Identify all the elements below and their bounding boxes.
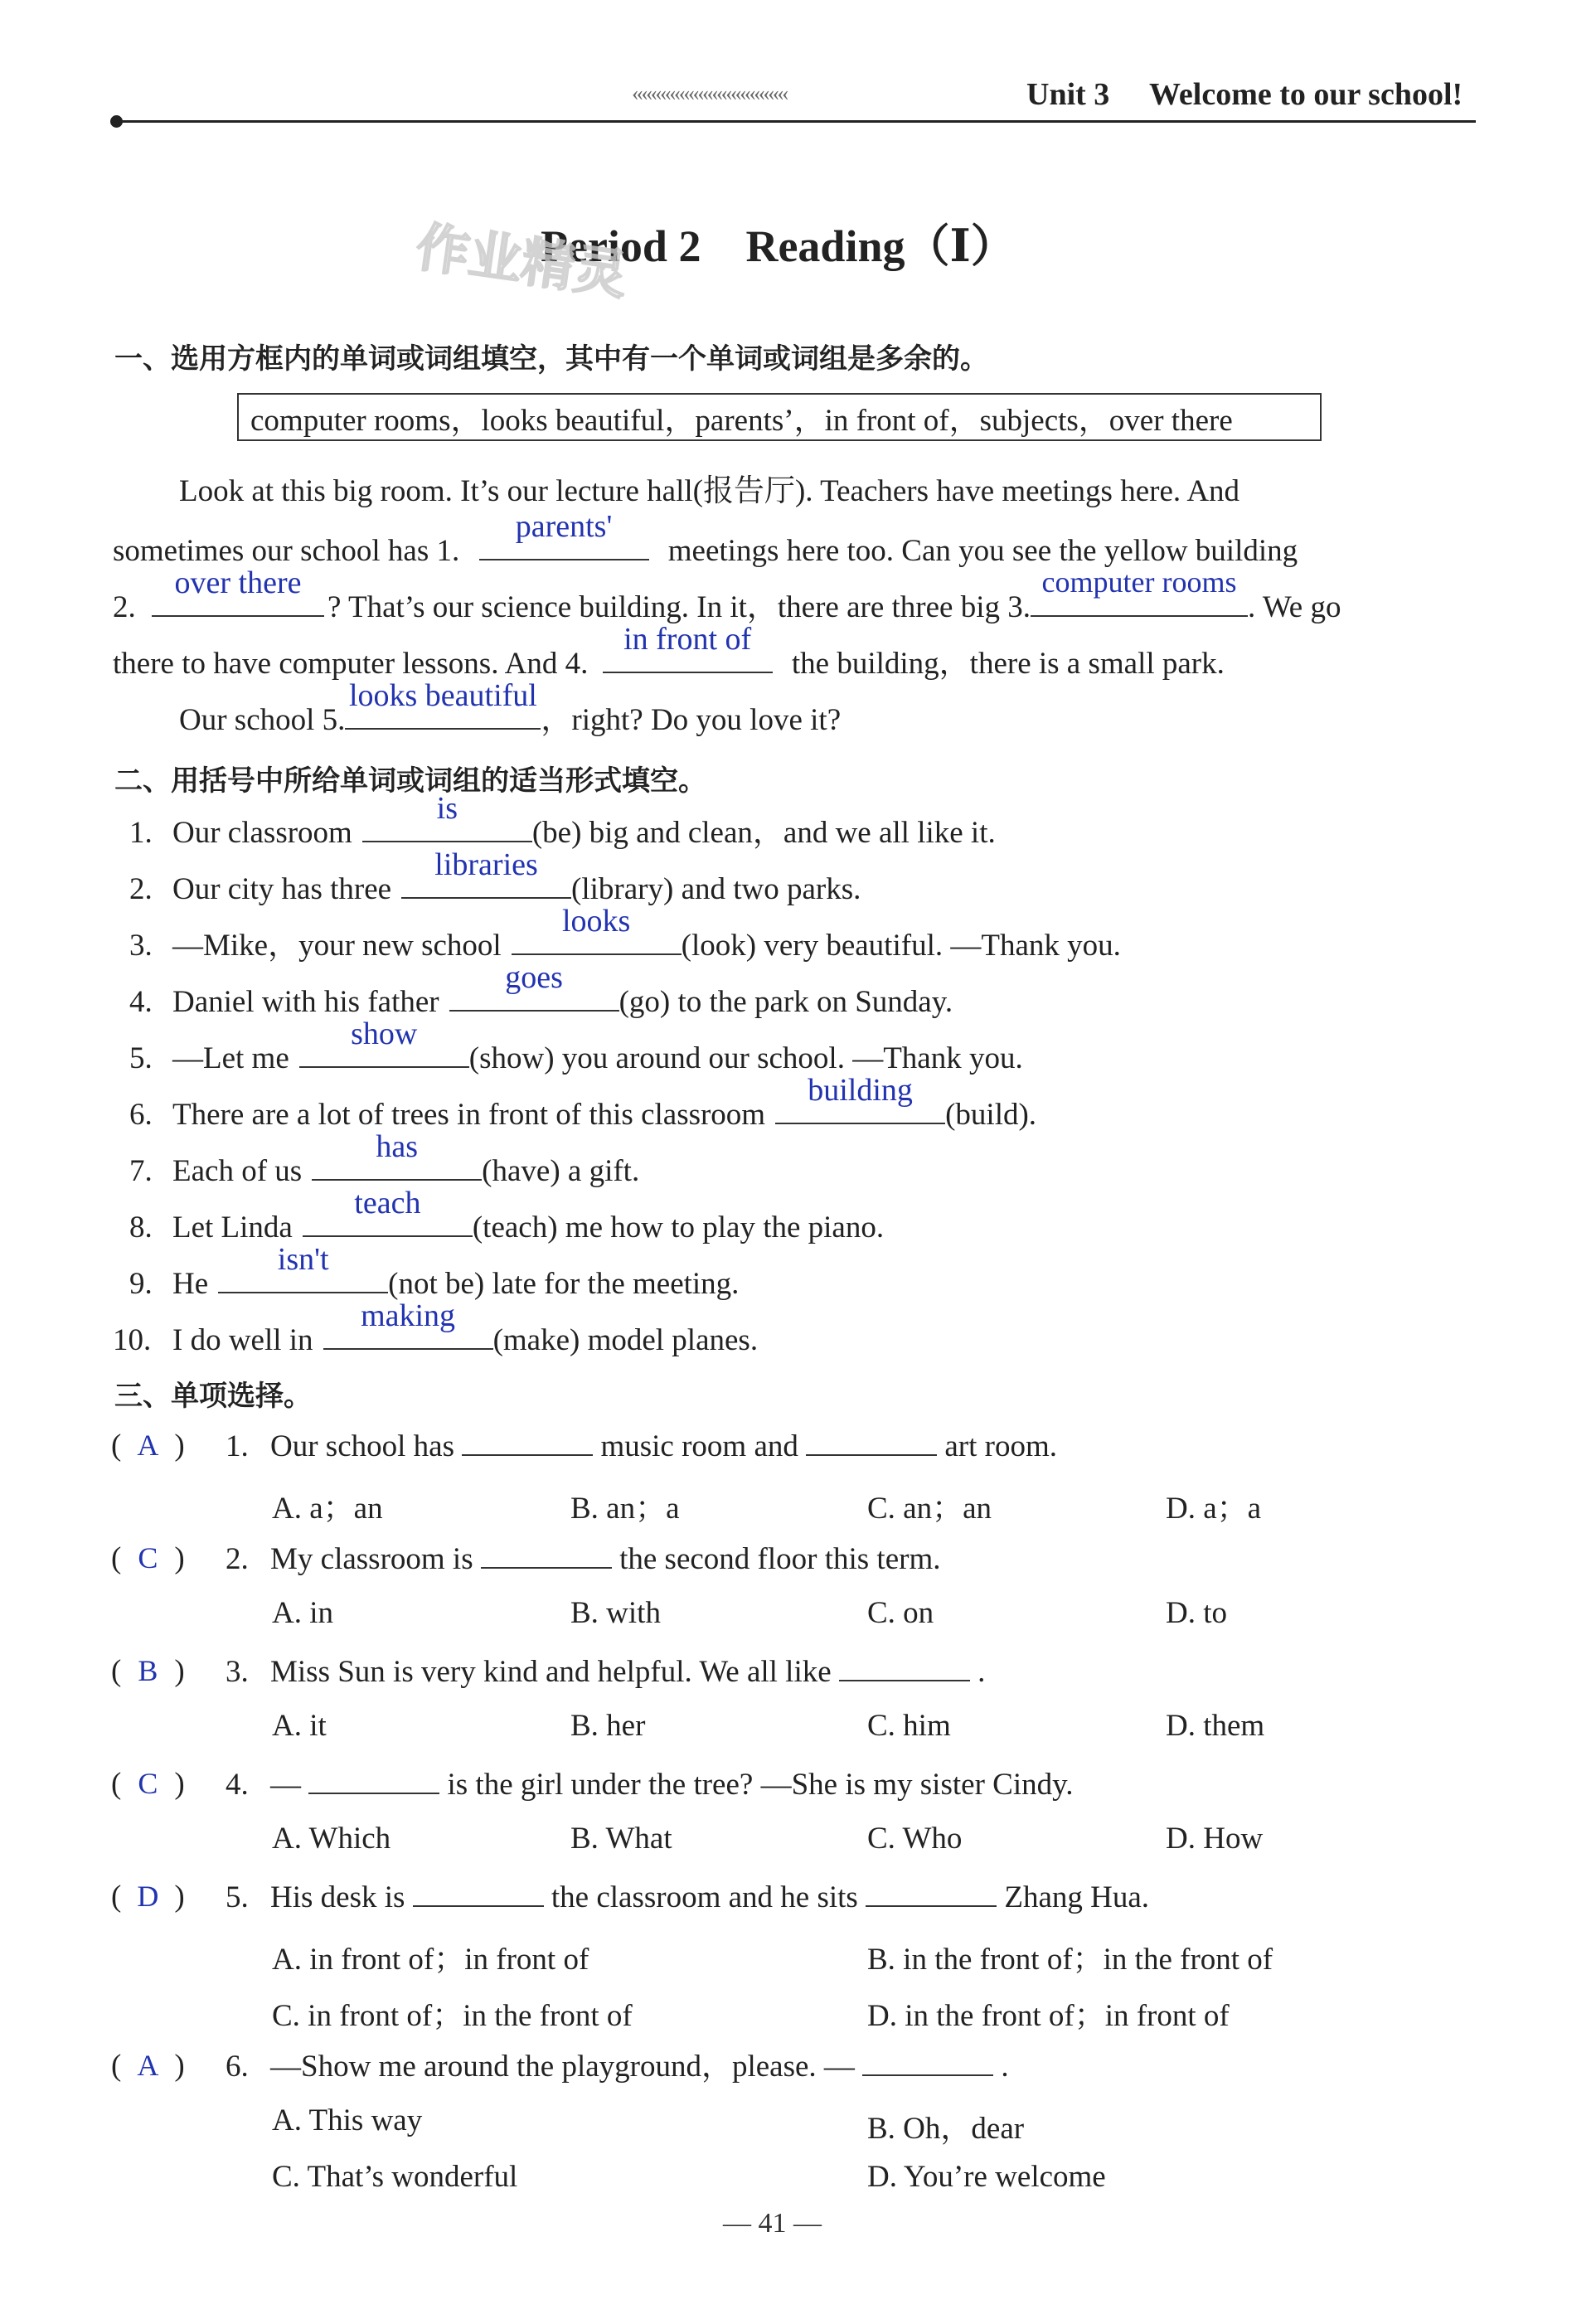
passage-text: ? That’s our science building. In it，there are three big 3. — [327, 590, 1031, 624]
passage-line-5 — [179, 678, 842, 737]
passage-text: . We go — [1247, 590, 1341, 624]
item-text: Daniel with his father — [172, 985, 439, 1019]
answer-text: libraries — [434, 847, 538, 882]
question-stem — [226, 1429, 1057, 1462]
passage-text: sometimes our school has 1. — [113, 534, 460, 568]
question-text: His desk is — [270, 1880, 405, 1914]
choice-answer[interactable]: A — [137, 2049, 159, 2082]
answer-blank[interactable] — [401, 847, 571, 899]
question-number: 3. — [226, 1655, 249, 1689]
question-text: Our school has — [270, 1429, 454, 1463]
header-rule — [116, 120, 1476, 123]
question-text: —Show me around the playground，please. — — [270, 2050, 855, 2084]
blank-1[interactable] — [479, 509, 649, 560]
blank-2[interactable] — [152, 565, 324, 617]
answer-blank[interactable] — [312, 1129, 482, 1181]
fill-item — [113, 1298, 759, 1357]
question-text: — — [270, 1768, 301, 1802]
item-text: He — [172, 1267, 209, 1301]
item-text: (look) very beautiful. —Thank you. — [681, 929, 1121, 963]
answer-1: parents' — [515, 509, 613, 544]
item-number: 1. — [129, 816, 153, 850]
option[interactable]: B. in the front of；in the front of — [867, 1943, 1273, 1977]
option[interactable]: A. in — [272, 1596, 333, 1630]
question-blank[interactable] — [806, 1429, 937, 1456]
question-text: My classroom is — [270, 1542, 473, 1576]
question-blank[interactable] — [308, 1768, 439, 1794]
answer-paren: ( C ) — [111, 1767, 185, 1801]
answer-paren: ( D ) — [111, 1880, 185, 1914]
fill-item — [129, 1242, 740, 1301]
fill-item — [129, 847, 861, 906]
passage-line-1: Look at this big room. It’s our lecture hall(报告厅). Teachers have meetings here. And — [179, 474, 1240, 508]
item-text: (library) and two parks. — [571, 872, 861, 906]
item-text: —Let me — [172, 1041, 289, 1075]
fill-item — [129, 904, 1121, 963]
answer-paren: ( A ) — [111, 1429, 185, 1463]
passage-text: ，right? Do you love it? — [541, 703, 842, 737]
question-number: 6. — [226, 2050, 249, 2084]
passage-text: the building，there is a small park. — [791, 647, 1225, 681]
fill-item — [129, 1073, 1037, 1132]
fill-item — [129, 1129, 640, 1188]
question-blank[interactable] — [866, 1880, 997, 1907]
option[interactable]: C. Who — [867, 1822, 963, 1856]
item-number: 4. — [129, 985, 153, 1019]
item-number: 2. — [129, 872, 153, 906]
option[interactable]: A. Which — [272, 1822, 391, 1856]
option[interactable]: B. with — [570, 1596, 661, 1630]
answer-5: looks beautiful — [348, 678, 537, 713]
answer-4: in front of — [623, 622, 752, 657]
option[interactable]: A. it — [272, 1709, 327, 1743]
answer-text: looks — [561, 904, 631, 939]
question-text: . — [977, 1655, 986, 1689]
option[interactable]: A. in front of；in front of — [272, 1943, 589, 1977]
fill-item — [129, 791, 996, 850]
question-text: . — [1001, 2050, 1009, 2084]
answer-text: is — [436, 791, 458, 826]
answer-text: building — [808, 1073, 913, 1108]
option[interactable]: D. You’re welcome — [867, 2160, 1106, 2194]
question-text: the second floor this term. — [619, 1542, 941, 1576]
question-blank[interactable] — [462, 1429, 593, 1456]
question-blank[interactable] — [839, 1655, 970, 1681]
option[interactable]: B. Oh，dear — [867, 2112, 1025, 2146]
passage-line-2 — [113, 509, 1298, 568]
item-number: 9. — [129, 1267, 153, 1301]
answer-3: computer rooms — [1041, 565, 1237, 599]
page-title: Period 2 Reading（Ⅰ） — [541, 221, 1016, 271]
question-text: the classroom and he sits — [551, 1880, 858, 1914]
item-text: (make) model planes. — [492, 1323, 759, 1357]
answer-blank[interactable] — [218, 1242, 388, 1293]
item-text: (go) to the park on Sunday. — [619, 985, 953, 1019]
section2-heading: 二、用括号中所给单词或词组的适当形式填空。 — [114, 764, 706, 798]
item-number: 7. — [129, 1154, 153, 1188]
item-text: There are a lot of trees in front of this classroom — [172, 1098, 766, 1132]
answer-text: teach — [354, 1186, 421, 1220]
answer-paren: ( B ) — [111, 1654, 185, 1688]
question-blank[interactable] — [413, 1880, 544, 1907]
question-blank[interactable] — [862, 2050, 993, 2076]
answer-blank[interactable] — [449, 960, 619, 1012]
option[interactable]: D. in the front of；in front of — [867, 1999, 1230, 2033]
option[interactable]: D. a；a — [1166, 1492, 1262, 1526]
answer-2: over there — [174, 565, 302, 600]
item-text: (not be) late for the meeting. — [388, 1267, 740, 1301]
section1-heading: 一、选用方框内的单词或词组填空，其中有一个单词或词组是多余的。 — [114, 342, 988, 376]
passage-text: there to have computer lessons. And 4. — [113, 647, 589, 681]
answer-text: making — [361, 1298, 456, 1333]
item-text: (show) you around our school. —Thank you. — [468, 1041, 1023, 1075]
passage-text: meetings here too. Can you see the yellow building — [667, 534, 1298, 568]
option[interactable]: C. in front of；in the front of — [272, 1999, 633, 2033]
option[interactable]: C. on — [867, 1596, 934, 1630]
blank-5[interactable] — [345, 678, 541, 730]
item-text: (teach) me how to play the piano. — [472, 1211, 885, 1244]
item-number: 6. — [129, 1098, 153, 1132]
answer-text: goes — [505, 960, 563, 995]
answer-blank[interactable] — [299, 1016, 469, 1068]
question-number: 5. — [226, 1880, 249, 1914]
item-text: (build). — [945, 1098, 1037, 1132]
item-number: 10. — [113, 1323, 152, 1357]
question-text: art room. — [944, 1429, 1057, 1463]
header-title: Welcome to our school! — [1149, 77, 1463, 112]
item-number: 8. — [129, 1211, 153, 1244]
option[interactable]: A. a；an — [272, 1492, 383, 1526]
item-text: (be) big and clean，and we all like it. — [531, 816, 996, 850]
passage-line-4 — [113, 622, 1225, 681]
answer-text: has — [376, 1129, 418, 1164]
question-number: 4. — [226, 1768, 249, 1802]
header-dot — [110, 115, 123, 128]
item-text: (have) a gift. — [482, 1154, 640, 1188]
blank-4[interactable] — [603, 622, 773, 673]
answer-text: isn't — [277, 1242, 329, 1277]
question-text: Zhang Hua. — [1004, 1880, 1150, 1914]
question-number: 1. — [226, 1429, 249, 1463]
question-text: Miss Sun is very kind and helpful. We all like — [270, 1655, 832, 1689]
question-text: is the girl under the tree? —She is my sister Cindy. — [447, 1768, 1074, 1802]
question-text: music room and — [600, 1429, 798, 1463]
option[interactable]: D. to — [1166, 1596, 1227, 1630]
question-stem — [226, 1542, 941, 1574]
passage-text: Our school 5. — [179, 703, 346, 737]
header-unit: Unit 3 — [1026, 77, 1110, 112]
option[interactable]: C. That’s wonderful — [272, 2160, 518, 2194]
answer-blank[interactable] — [775, 1073, 945, 1124]
answer-blank[interactable] — [303, 1186, 473, 1237]
choice-answer[interactable]: C — [138, 1767, 158, 1800]
word-box: computer rooms，looks beautiful，parents’，in front of，subjects，over there — [237, 393, 1322, 441]
option[interactable]: A. This way — [272, 2103, 423, 2137]
watermark: 作业精灵 — [412, 216, 632, 308]
option[interactable]: B. her — [570, 1709, 646, 1743]
question-stem — [226, 1655, 985, 1687]
header-arrows: ‹‹‹‹‹‹‹‹‹‹‹‹‹‹‹‹‹‹‹‹‹‹‹‹‹‹‹‹‹‹‹‹‹ — [632, 81, 787, 105]
section3-heading: 三、单项选择。 — [114, 1380, 312, 1413]
option[interactable]: D. How — [1166, 1822, 1264, 1856]
answer-paren: ( A ) — [111, 2049, 185, 2083]
option[interactable]: D. them — [1166, 1709, 1265, 1743]
answer-blank[interactable] — [512, 904, 682, 955]
fill-item — [129, 960, 953, 1019]
item-text: Our city has three — [172, 872, 392, 906]
answer-blank[interactable] — [323, 1298, 493, 1350]
item-number: 5. — [129, 1041, 153, 1075]
choice-answer[interactable]: C — [138, 1541, 158, 1574]
option[interactable]: B. an；a — [570, 1492, 680, 1526]
answer-text: show — [351, 1016, 418, 1051]
item-text: Let Linda — [172, 1211, 293, 1244]
page-number: — 41 — — [723, 2208, 822, 2239]
question-stem — [226, 2050, 1009, 2082]
question-blank[interactable] — [481, 1542, 612, 1569]
blank-3[interactable] — [1031, 565, 1248, 617]
passage-line-3 — [113, 565, 1341, 624]
answer-paren: ( C ) — [111, 1541, 185, 1575]
fill-item — [129, 1186, 885, 1244]
fill-item — [129, 1016, 1023, 1075]
question-number: 2. — [226, 1542, 249, 1576]
item-text: Each of us — [172, 1154, 303, 1188]
choice-answer[interactable]: A — [137, 1429, 159, 1462]
option[interactable]: B. What — [570, 1822, 672, 1856]
choice-answer[interactable]: B — [138, 1654, 158, 1687]
item-text: I do well in — [172, 1323, 313, 1357]
option[interactable]: C. him — [867, 1709, 951, 1743]
option[interactable]: C. an；an — [867, 1492, 992, 1526]
choice-answer[interactable]: D — [137, 1880, 159, 1913]
item-number: 3. — [129, 929, 153, 963]
item-text: —Mike，your new school — [172, 929, 502, 963]
question-stem — [226, 1768, 1073, 1800]
question-stem — [226, 1880, 1149, 1913]
item-text: Our classroom — [172, 816, 352, 850]
answer-blank[interactable] — [362, 791, 532, 842]
passage-text: 2. — [113, 590, 136, 624]
